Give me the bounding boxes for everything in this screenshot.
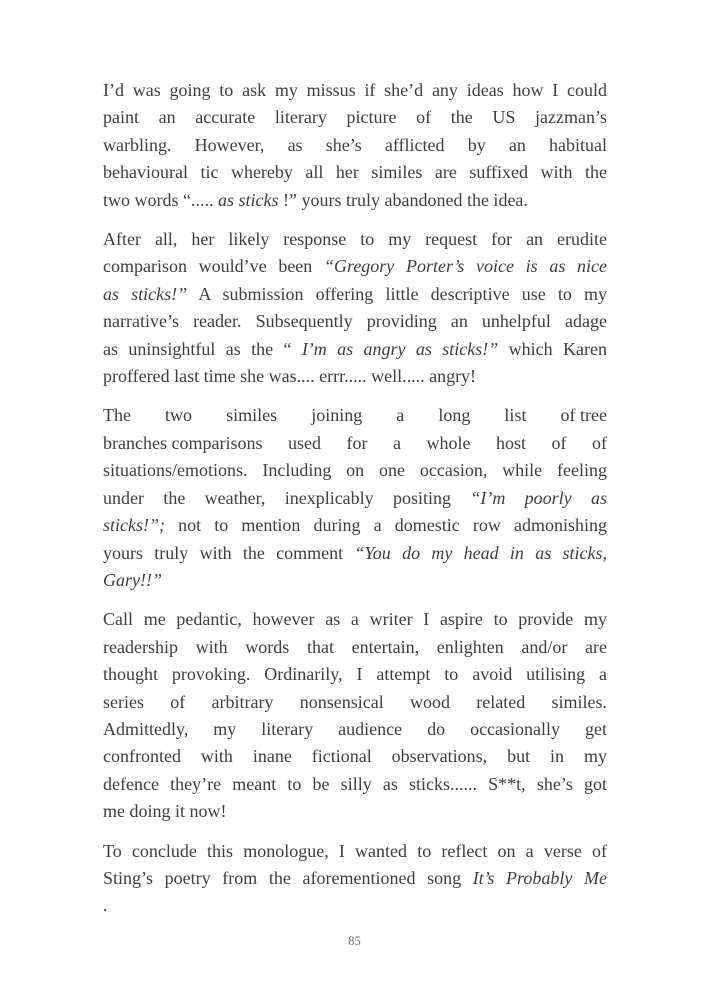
text-line	[103, 567, 607, 594]
text-run: Gary!!”	[103, 569, 162, 590]
paragraph	[103, 606, 607, 825]
text-run: narrative’s reader. Subsequently providing an unhelpful adage	[103, 311, 607, 332]
text-run: as sticks!”	[103, 283, 188, 304]
text-run: “Gregory Porter’s voice is as nice	[323, 256, 607, 277]
text-line	[103, 634, 607, 661]
text-run: as sticks	[218, 189, 279, 210]
text-line	[103, 485, 607, 512]
text-run: not to mention during a domestic row admonishing	[165, 515, 607, 536]
paragraph	[103, 226, 607, 390]
text-run: !” yours truly abandoned the idea.	[278, 189, 528, 210]
text-run: used for a whole host of of	[262, 432, 607, 453]
text-run: thought provoking. Ordinarily, I attempt to avoid utilising a	[103, 664, 607, 685]
text-line	[103, 281, 607, 308]
paragraph	[103, 402, 607, 594]
text-line	[103, 661, 607, 688]
paragraph	[103, 838, 607, 920]
text-line	[103, 104, 607, 131]
text-run: of tree	[560, 405, 607, 426]
text-run: readership with words that entertain, enlighten and/or are	[103, 636, 607, 657]
text-run: situations/emotions. Including on one occasion, while feeling	[103, 460, 607, 481]
text-run: paint an accurate literary picture of the US jazzman’s	[103, 107, 607, 128]
text-line	[103, 402, 607, 429]
text-line	[103, 512, 607, 539]
text-line	[103, 892, 607, 919]
text-run: I’m as angry as sticks!”	[301, 338, 499, 359]
text-run: .	[103, 895, 108, 916]
text-run: me doing it now!	[103, 801, 227, 822]
text-run: “You do my head in as sticks,	[354, 542, 608, 563]
text-run: Call me pedantic, however as a writer I aspire to provide my	[103, 609, 607, 630]
text-run: A submission offering little descriptive use to my	[187, 283, 608, 304]
text-run: Admittedly, my literary audience do occasionally get	[103, 718, 607, 739]
text-line	[103, 308, 607, 335]
text-line	[103, 606, 607, 633]
text-run: defence they’re meant to be silly as sticks...... S**t, she’s got	[103, 773, 607, 794]
text-run: proffered last time she was.... errr..... well..... angry!	[103, 366, 477, 387]
text-run: confronted with inane fictional observations, but in my	[103, 746, 607, 767]
text-line	[103, 743, 607, 770]
text-line	[103, 363, 607, 390]
text-run: which Karen	[498, 338, 607, 359]
text-line	[103, 187, 607, 214]
document-body	[103, 77, 607, 920]
text-run: “I’m poorly as	[470, 487, 607, 508]
text-line	[103, 336, 607, 363]
text-line	[103, 226, 607, 253]
text-line	[103, 132, 607, 159]
text-line	[103, 689, 607, 716]
text-run: The two similes joining a long list	[103, 405, 561, 426]
text-line	[103, 77, 607, 104]
text-run: To conclude this monologue, I wanted to reflect on a verse of	[103, 840, 607, 861]
text-line	[103, 865, 607, 892]
paragraph	[103, 77, 607, 214]
text-run: as uninsightful as the “	[103, 338, 302, 359]
text-run: series of arbitrary nonsensical wood related similes.	[103, 691, 607, 712]
page-number: 85	[348, 934, 361, 948]
text-run: I’d was going to ask my missus if she’d any ideas how I could	[103, 80, 607, 100]
text-line	[103, 838, 607, 865]
text-line	[103, 457, 607, 484]
text-run: Sting’s poetry from the aforementioned song	[103, 867, 473, 888]
text-run: yours truly with the comment	[103, 542, 355, 563]
text-line	[103, 253, 607, 280]
text-run: warbling. However, as she’s afflicted by an habitual	[103, 134, 607, 155]
text-line	[103, 798, 607, 825]
text-line	[103, 540, 607, 567]
text-line	[103, 430, 607, 457]
text-run: behavioural tic whereby all her similes are suffixed with the	[103, 162, 607, 183]
text-line	[103, 771, 607, 798]
text-line	[103, 159, 607, 186]
text-run: It’s Probably Me	[472, 867, 607, 888]
text-run: sticks!”;	[103, 515, 165, 536]
text-run: under the weather, inexplicably positing	[103, 487, 471, 508]
text-run: After all, her likely response to my request for an erudite	[103, 229, 607, 250]
text-line	[103, 716, 607, 743]
text-run: branches comparisons	[103, 432, 263, 453]
text-run: two words “.....	[103, 189, 218, 210]
text-run: comparison would’ve been	[103, 256, 324, 277]
